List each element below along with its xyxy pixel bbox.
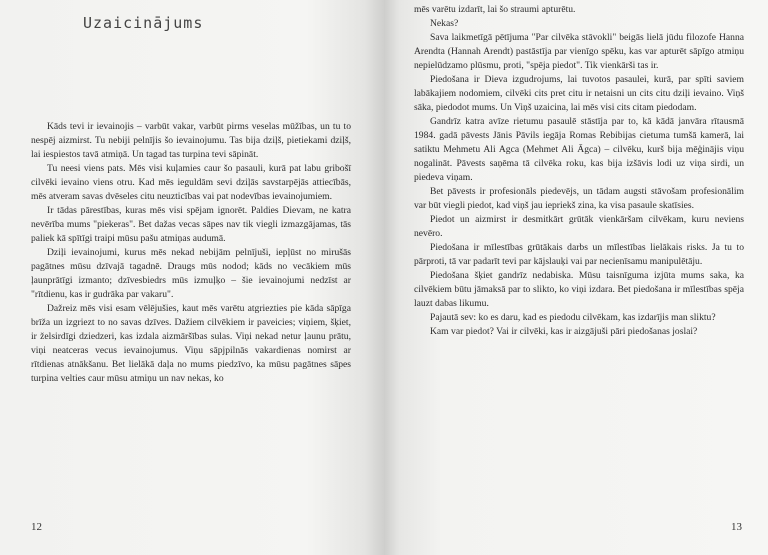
chapter-title: Uzaicinājums xyxy=(83,14,204,32)
left-page-text xyxy=(31,120,351,386)
paragraph: Piedošana ir mīlestības grūtākais darbs un mīlestības lielākais risks. Ja tu to pārproti, tā var padarīt tevi par kājslauķi vai par necienīsamu manipulētāju. xyxy=(414,242,744,267)
page-number: 12 xyxy=(31,521,42,533)
paragraph: Nekas? xyxy=(430,18,459,29)
paragraph: Dziļi ievainojumi, kurus mēs nekad nebijām pelnījuši, iepļūst no mirušās pagātnes mūsu dzīvajā tagadnē. Draugs mūs nodod; kāds no vecākiem mūs ļaunprātīgi izmanto; dzīvesbiedrs mūs izmuļķo – šie ievainojumi nedzīst ar "rītdienu, kas ir gudrāka par vakaru". xyxy=(31,247,351,300)
paragraph: Pajautā sev: ko es daru, kad es piedodu cilvēkam, kas izdarījis man sliktu? xyxy=(430,312,716,323)
paragraph: Piedot un aizmirst ir desmitkārt grūtāk vienkāršam cilvēkam, kuru neviens nevēro. xyxy=(414,214,744,239)
paragraph: Sava laikmetīgā pētījuma "Par cilvēka stāvokli" beigās lielā jūdu filozofe Hanna Arendta (Hannah Arendt) pastāstīja par vienīgo spēku, kas var apturēt sāpīgo atmiņu nepielūdzamo plūsmu, proti, "spēja piedot". Tik vienkārši tas ir. xyxy=(414,32,744,71)
paragraph: Piedošana šķiet gandrīz nedabiska. Mūsu taisnīguma izjūta mums saka, ka cilvēkiem būtu jāmaksā par to slikto, ko viņi izdara. Bet piedošana ir mīlestības spēja lauzt dabas likumu. xyxy=(414,270,744,309)
page-number: 13 xyxy=(731,521,742,533)
paragraph: Ir tādas pārestības, kuras mēs visi spējam ignorēt. Paldies Dievam, ne katra nevērība mums "piekeras". Bet dažas vecas sāpes nav tik viegli izmazgājamas, tās paliek kā spītīgi traipi mūsu pašu atmiņas audumā. xyxy=(31,205,351,244)
right-page xyxy=(384,0,768,555)
paragraph: Kāds tevi ir ievainojis – varbūt vakar, varbūt pirms veselas mūžības, un tu to nespēj aizmirst. Tu nebiji pelnījis šo ievainojumu. Tas bija dziļš, pietiekami dziļš, lai iespiestos tavā atmiņā. Un tagad tas turpina tevi sāpināt. xyxy=(31,121,351,160)
paragraph: Gandrīz katra avīze rietumu pasaulē stāstīja par to, kā kādā janvāra rītausmā 1984. gadā pāvests Jānis Pāvils iegāja Romas Rebibijas cietuma tumšā kamerā, lai satiktu Mehmetu Ali Agca (Mehmet Ali Āgca) – cilvēku, kurš bija mēģinājis viņu nogalināt. Pāvests saņēma tā cilvēka roku, kas bija izšāvis lodi uz viņa sirdi, un piedeva viņam. xyxy=(414,116,744,183)
paragraph: Bet pāvests ir profesionāls piedevējs, un tādam augsti stāvošam profesionālim var būt viegli piedot, kad viņš jau iepriekš zina, ka visa pasaule skatīsies. xyxy=(414,186,744,211)
right-page-text xyxy=(414,3,744,339)
paragraph: mēs varētu izdarīt, lai šo straumi apturētu. xyxy=(414,4,576,15)
paragraph: Dažreiz mēs visi esam vēlējušies, kaut mēs varētu atgriezties pie kāda sāpīga brīža un izgriezt to no savas dzīves. Dažiem cilvēkiem ir paveicies; viņiem, šķiet, ir želsirdīgi dziedzeri, kas izdala aizmāršības sulas. Viņi nekad netur ļaunu prātu, viņi neatceras vecus ievainojumus. Viņu sāpjpilnās vakardienas nomirst ar rītdienas atnākšanu. Bet lielākā daļa no mums piedzīvo, ka mūsu pagātnes sāpes turpina velties caur mūsu atmiņu un nav nekas, ko xyxy=(31,303,351,384)
paragraph: Piedošana ir Dieva izgudrojums, lai tuvotos pasaulei, kurā, par spīti saviem labākajiem nodomiem, cilvēki cits pret citu ir netaisni un cits citu dziļi ievaino. Viņš sāka, piedodot mums. Un Viņš uzaicina, lai mēs visi cits citam piedodam. xyxy=(414,74,744,113)
paragraph: Kam var piedot? Vai ir cilvēki, kas ir aizgājuši pāri piedošanas joslai? xyxy=(430,326,698,337)
paragraph: Tu neesi viens pats. Mēs visi kuļamies caur šo pasauli, kurā pat labu gribošī cilvēki ievaino viens otru. Kad mēs ieguldām sevi dziļās savstarpējās attiecībās, mēs atveram savas dvēseles citu neuzticības vai pat nodevības ievainojumiem. xyxy=(31,163,351,202)
